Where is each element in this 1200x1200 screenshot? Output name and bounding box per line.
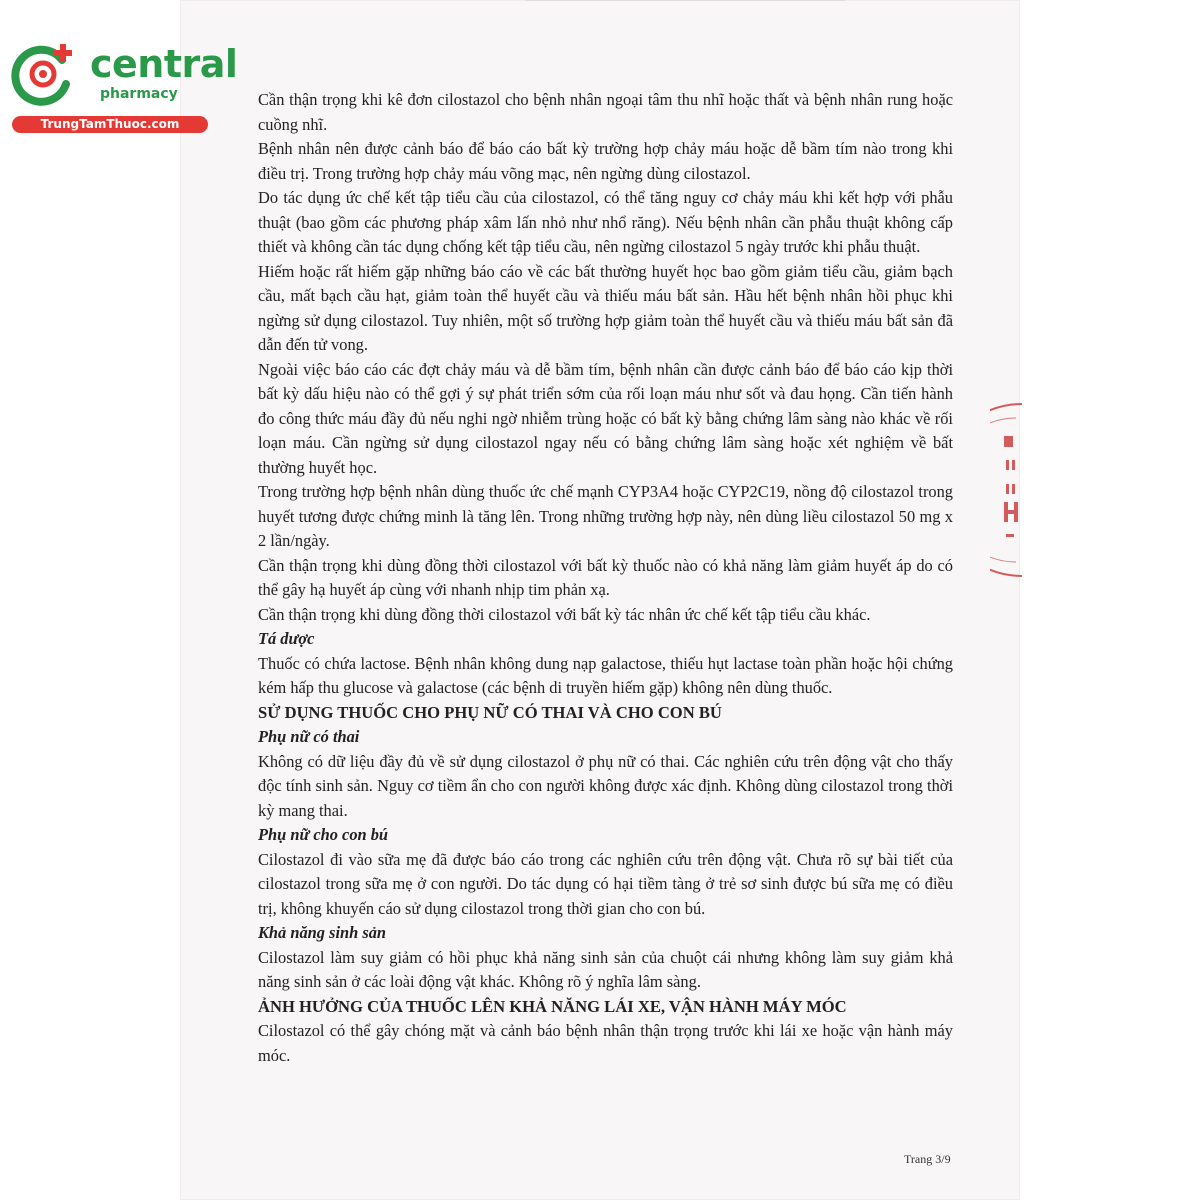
paragraph: Hiếm hoặc rất hiếm gặp những báo cáo về các bất thường huyết học bao gồm giảm tiểu cầu, giảm bạch cầu, mất bạch cầu hạt, giảm toàn thể huyết cầu và thiếu máu bất sản. Hầu hết bệnh nhân hồi phục khi ngừng sử dụng cilostazol. Tuy nhiên, một số trường hợp giảm toàn thể huyết cầu và thiếu máu bất sản đã dẫn đến tử vong. bbox=[258, 261, 953, 354]
paragraph: Cilostazol làm suy giảm có hồi phục khả năng sinh sản của chuột cái nhưng không làm suy giảm khả năng sinh sản ở các loài động vật khác. Không rõ ý nghĩa lâm sàng. bbox=[258, 947, 953, 991]
paragraph: Bệnh nhân nên được cảnh báo để báo cáo bất kỳ trường hợp chảy máu hoặc dễ bầm tím nào trong khi điều trị. Trong trường hợp chảy máu võng mạc, nên ngừng dùng cilostazol. bbox=[258, 139, 953, 183]
central-pharmacy-logo[interactable] bbox=[10, 38, 238, 138]
logo-subtitle: pharmacy bbox=[100, 86, 178, 102]
document-body bbox=[258, 88, 953, 1068]
paragraph: Thuốc có chứa lactose. Bệnh nhân không dung nạp galactose, thiếu hụt lactase toàn phần hoặc hội chứng kém hấp thu glucose và galactose (các bệnh di truyền hiếm gặp) không nên dùng thuốc. bbox=[258, 653, 953, 697]
paragraph: Do tác dụng ức chế kết tập tiểu cầu của cilostazol, có thể tăng nguy cơ chảy máu khi kết hợp với phẫu thuật (bao gồm các phương pháp xâm lấn nhỏ như nhổ răng). Nếu bệnh nhân cần phẫu thuật không cấp thiết và không cần tác dụng chống kết tập tiểu cầu, nên ngừng cilostazol 5 ngày trước khi phẫu thuật. bbox=[258, 188, 953, 256]
red-stamp-icon bbox=[990, 400, 1030, 580]
paragraph: Không có dữ liệu đầy đủ về sử dụng cilostazol ở phụ nữ có thai. Các nghiên cứu trên động vật cho thấy độc tính sinh sản. Nguy cơ tiềm ẩn cho con người không được xác định. Không dùng cilostazol trong thời kỳ mang thai. bbox=[258, 751, 953, 820]
subheading-pregnant: Phụ nữ có thai bbox=[258, 727, 360, 746]
section-heading-pregnancy: SỬ DỤNG THUỐC CHO PHỤ NỮ CÓ THAI VÀ CHO CON BÚ bbox=[258, 702, 722, 722]
paragraph: Ngoài việc báo cáo các đợt chảy máu và dễ bầm tím, bệnh nhân cần được cảnh báo để báo cáo kịp thời bất kỳ dấu hiệu nào có thể gợi ý sự phát triển sớm của rối loạn máu như sốt và đau họng. Cần tiến hành đo công thức máu đầy đủ nếu nghi ngờ nhiễm trùng hoặc có bất kỳ bằng chứng lâm sàng nào khác về rối loạn máu. Cần ngừng sử dụng cilostazol ngay nếu có bằng chứng lâm sàng hoặc xét nghiệm về bất thường huyết học. bbox=[258, 359, 953, 477]
paragraph: Cần thận trọng khi dùng đồng thời cilostazol với bất kỳ tác nhân ức chế kết tập tiểu cầu khác. bbox=[258, 604, 871, 624]
section-heading-driving: ẢNH HƯỞNG CỦA THUỐC LÊN KHẢ NĂNG LÁI XE, VẬN HÀNH MÁY MÓC bbox=[258, 996, 847, 1016]
paragraph: Cilostazol có thể gây chóng mặt và cảnh báo bệnh nhân thận trọng trước khi lái xe hoặc vận hành máy móc. bbox=[258, 1021, 953, 1065]
logo-name: central bbox=[90, 42, 238, 86]
subheading-excipient: Tá dược bbox=[258, 629, 315, 648]
subheading-breastfeeding: Phụ nữ cho con bú bbox=[258, 825, 389, 844]
paragraph: Cần thận trọng khi dùng đồng thời cilostazol với bất kỳ thuốc nào có khả năng làm giảm huyết áp do có thể gây hạ huyết áp cùng với nhanh nhịp tim phản xạ. bbox=[258, 555, 953, 599]
subheading-fertility: Khả năng sinh sản bbox=[258, 923, 387, 942]
pharmacy-cross-logo-icon bbox=[10, 38, 80, 108]
logo-banner: TrungTamThuoc.com bbox=[12, 116, 208, 133]
scan-edge-mark bbox=[525, 0, 845, 9]
paragraph: Cần thận trọng khi kê đơn cilostazol cho bệnh nhân ngoại tâm thu nhĩ hoặc thất và bệnh nhân rung hoặc cuồng nhĩ. bbox=[258, 90, 953, 134]
page-number: Trang 3/9 bbox=[904, 1152, 951, 1166]
paragraph: Trong trường hợp bệnh nhân dùng thuốc ức chế mạnh CYP3A4 hoặc CYP2C19, nồng độ cilostazol trong huyết tương được chứng minh là tăng lên. Trong những trường hợp này, nên dùng liều cilostazol 50 mg x 2 lần/ngày. bbox=[258, 482, 953, 550]
paragraph: Cilostazol đi vào sữa mẹ đã được báo cáo trong các nghiên cứu trên động vật. Chưa rõ sự bài tiết của cilostazol trong sữa mẹ ở con người. Do tác dụng có hại tiềm tàng ở trẻ sơ sinh được bú sữa mẹ có điều trị, không khuyến cáo sử dụng cilostazol trong thời gian cho con bú. bbox=[258, 849, 953, 918]
